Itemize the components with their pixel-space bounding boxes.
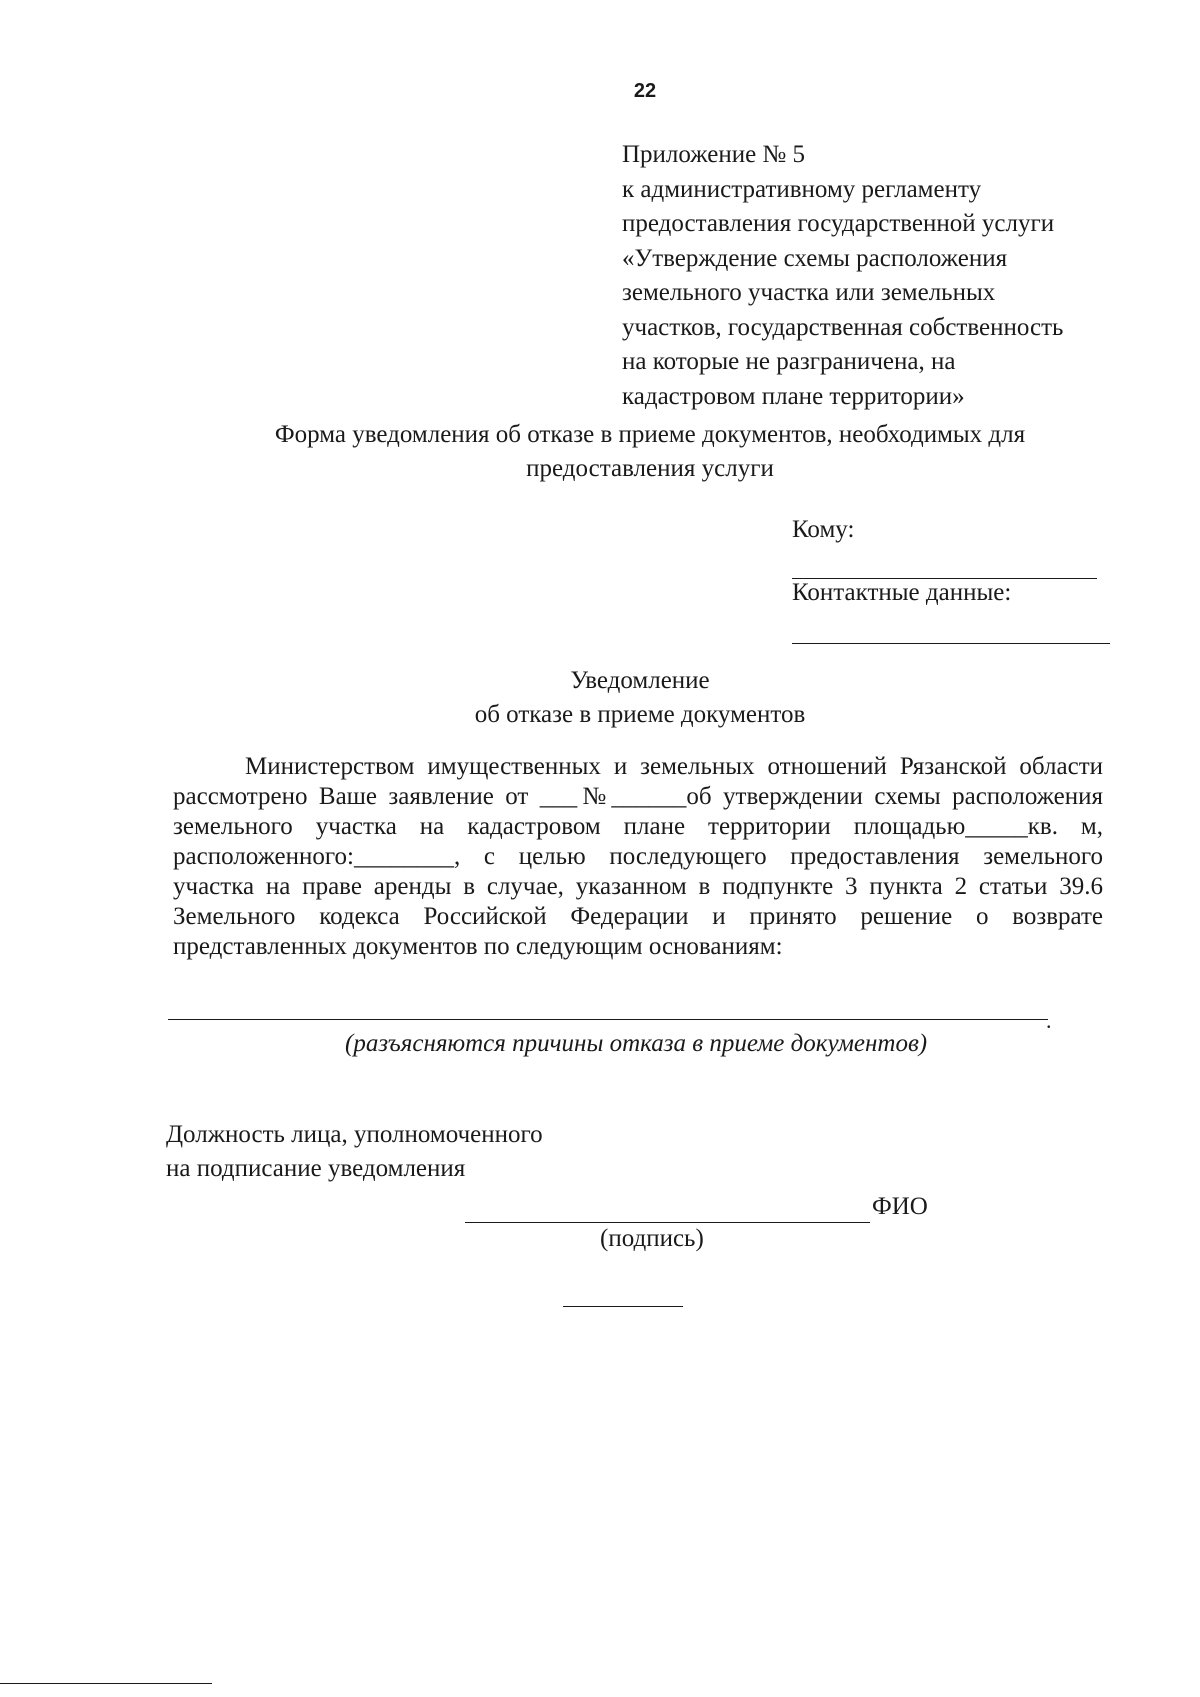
- signer-position-line: на подписание уведомления: [166, 1155, 466, 1182]
- recipient-to-label: Кому:: [792, 516, 855, 543]
- page-number: 22: [633, 80, 657, 102]
- appendix-line: предоставления государственной услуги: [622, 210, 1055, 237]
- appendix-header: [622, 138, 1142, 414]
- signature-caption: (подпись): [600, 1225, 704, 1252]
- signature-field-line: [465, 1222, 870, 1223]
- form-title: [200, 418, 1100, 486]
- notice-subheading: об отказе в приеме документов: [474, 701, 806, 728]
- appendix-line: кадастровом плане территории»: [622, 382, 965, 410]
- end-divider: [563, 1306, 683, 1307]
- appendix-line: «Утверждение схемы расположения: [622, 244, 1008, 272]
- recipient-contacts-field-line: [792, 643, 1110, 644]
- footer-divider: [0, 1683, 212, 1684]
- appendix-line: к административному регламенту: [622, 175, 982, 203]
- notice-heading: Уведомление: [570, 667, 710, 694]
- signer-name-label: ФИО: [872, 1193, 928, 1220]
- appendix-line: на которые не разграничена, на: [622, 348, 956, 375]
- reason-period: .: [1046, 1008, 1052, 1033]
- reason-field-line: [168, 1019, 1048, 1020]
- appendix-line: земельного участка или земельных: [622, 279, 996, 306]
- appendix-line: участков, государственная собственность: [622, 313, 1064, 341]
- notice-title: [420, 664, 860, 732]
- form-title-line: Форма уведомления об отказе в приеме документов, необходимых для: [274, 421, 1026, 448]
- recipient-contacts-label: Контактные данные:: [792, 579, 1012, 606]
- signer-position-line: Должность лица, уполномоченного: [166, 1121, 543, 1148]
- signer-position: [166, 1118, 686, 1186]
- appendix-line: Приложение № 5: [622, 141, 806, 168]
- notice-body: [173, 752, 1103, 962]
- form-title-line: предоставления услуги: [526, 455, 774, 482]
- notice-paragraph: Министерством имущественных и земельных отношений Рязанской области рассмотрено Ваше заявление от ___№______об утверждении схемы расположения земельного участка на кадастровом плане территории площадью_____кв. м, расположенного:________, с целью последующего предоставления земельного участка на праве аренды в случае, указанном в подпункте 3 пункта 2 статьи 39.6 Земельного кодекса Российской Федерации и принято решение о возврате представленных документов по следующим основаниям:: [173, 753, 1103, 960]
- reason-caption: (разъясняются причины отказа в приеме документов): [345, 1030, 928, 1057]
